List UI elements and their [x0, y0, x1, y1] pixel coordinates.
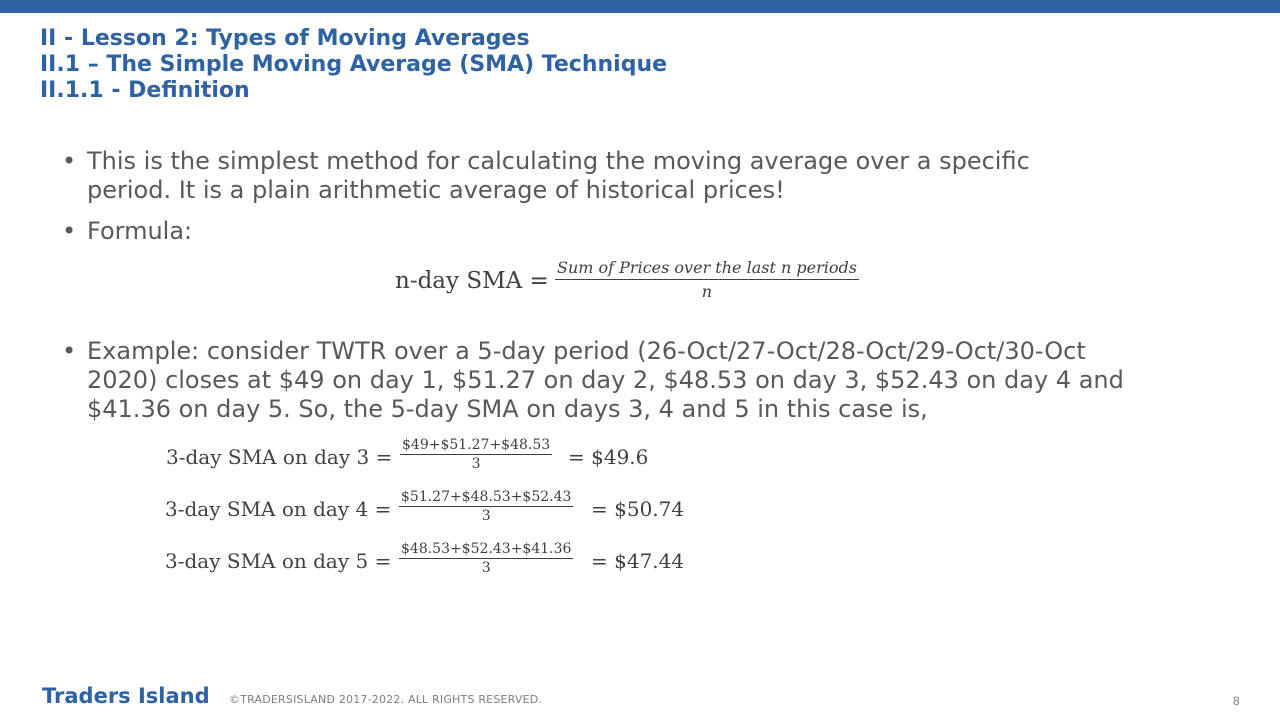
equation-numerator: $49+$51.27+$48.53: [402, 437, 551, 453]
equation-numerator: $51.27+$48.53+$52.43: [401, 489, 572, 505]
equation-fraction: [400, 437, 552, 472]
formula-numerator: Sum of Prices over the last n periods: [557, 258, 857, 277]
lesson-title: II - Lesson 2: Types of Moving Averages: [40, 26, 530, 51]
equation-fraction: [399, 541, 573, 576]
equation-result: = $47.44: [591, 549, 685, 573]
fraction-bar: [555, 279, 859, 280]
equation-denominator: 3: [481, 560, 491, 576]
subsection-title: II.1.1 - Definition: [40, 78, 250, 103]
section-title: II.1 – The Simple Moving Average (SMA) Technique: [40, 52, 668, 77]
bullet-dot: •: [62, 217, 77, 245]
slide-header: [40, 26, 667, 104]
bullet-line: $41.36 on day 5. So, the 5-day SMA on days 3, 4 and 5 in this case is,: [87, 395, 928, 423]
copyright-notice: ©TRADERSISLAND 2017-2022. ALL RIGHTS RESERVED.: [229, 693, 543, 706]
bullet-dot: •: [62, 337, 77, 365]
bullet-line: This is the simplest method for calculating the moving average over a specific: [87, 147, 1030, 175]
formula-lhs: n-day SMA =: [395, 268, 549, 294]
equation-numerator: $48.53+$52.43+$41.36: [401, 541, 572, 557]
fraction-bar: [400, 454, 552, 455]
page-number: 8: [1233, 694, 1240, 708]
brand-logo-text: Traders Island: [42, 684, 210, 708]
equation-lhs: 3-day SMA on day 5 =: [165, 549, 392, 573]
equation-result: = $49.6: [568, 445, 649, 469]
equation-denominator: 3: [481, 508, 491, 524]
bullet-line: 2020) closes at $49 on day 1, $51.27 on day 2, $48.53 on day 3, $52.43 on day 4 and: [87, 366, 1124, 394]
formula-denominator: n: [701, 282, 713, 301]
top-accent-bar: [0, 0, 1280, 13]
equation-lhs: 3-day SMA on day 4 =: [165, 497, 392, 521]
equation-fraction: [399, 489, 573, 524]
fraction-bar: [399, 558, 573, 559]
equation-lhs: 3-day SMA on day 3 =: [166, 445, 393, 469]
equation-result: = $50.74: [591, 497, 685, 521]
bullet-line: Example: consider TWTR over a 5-day period (26-Oct/27-Oct/28-Oct/29-Oct/30-Oct: [87, 337, 1086, 365]
bullet-line: period. It is a plain arithmetic average of historical prices!: [87, 176, 785, 204]
bullet-dot: •: [62, 147, 77, 175]
fraction-bar: [399, 506, 573, 507]
formula-fraction: [555, 258, 859, 301]
bullet-line: Formula:: [87, 217, 193, 245]
equation-denominator: 3: [471, 456, 481, 472]
